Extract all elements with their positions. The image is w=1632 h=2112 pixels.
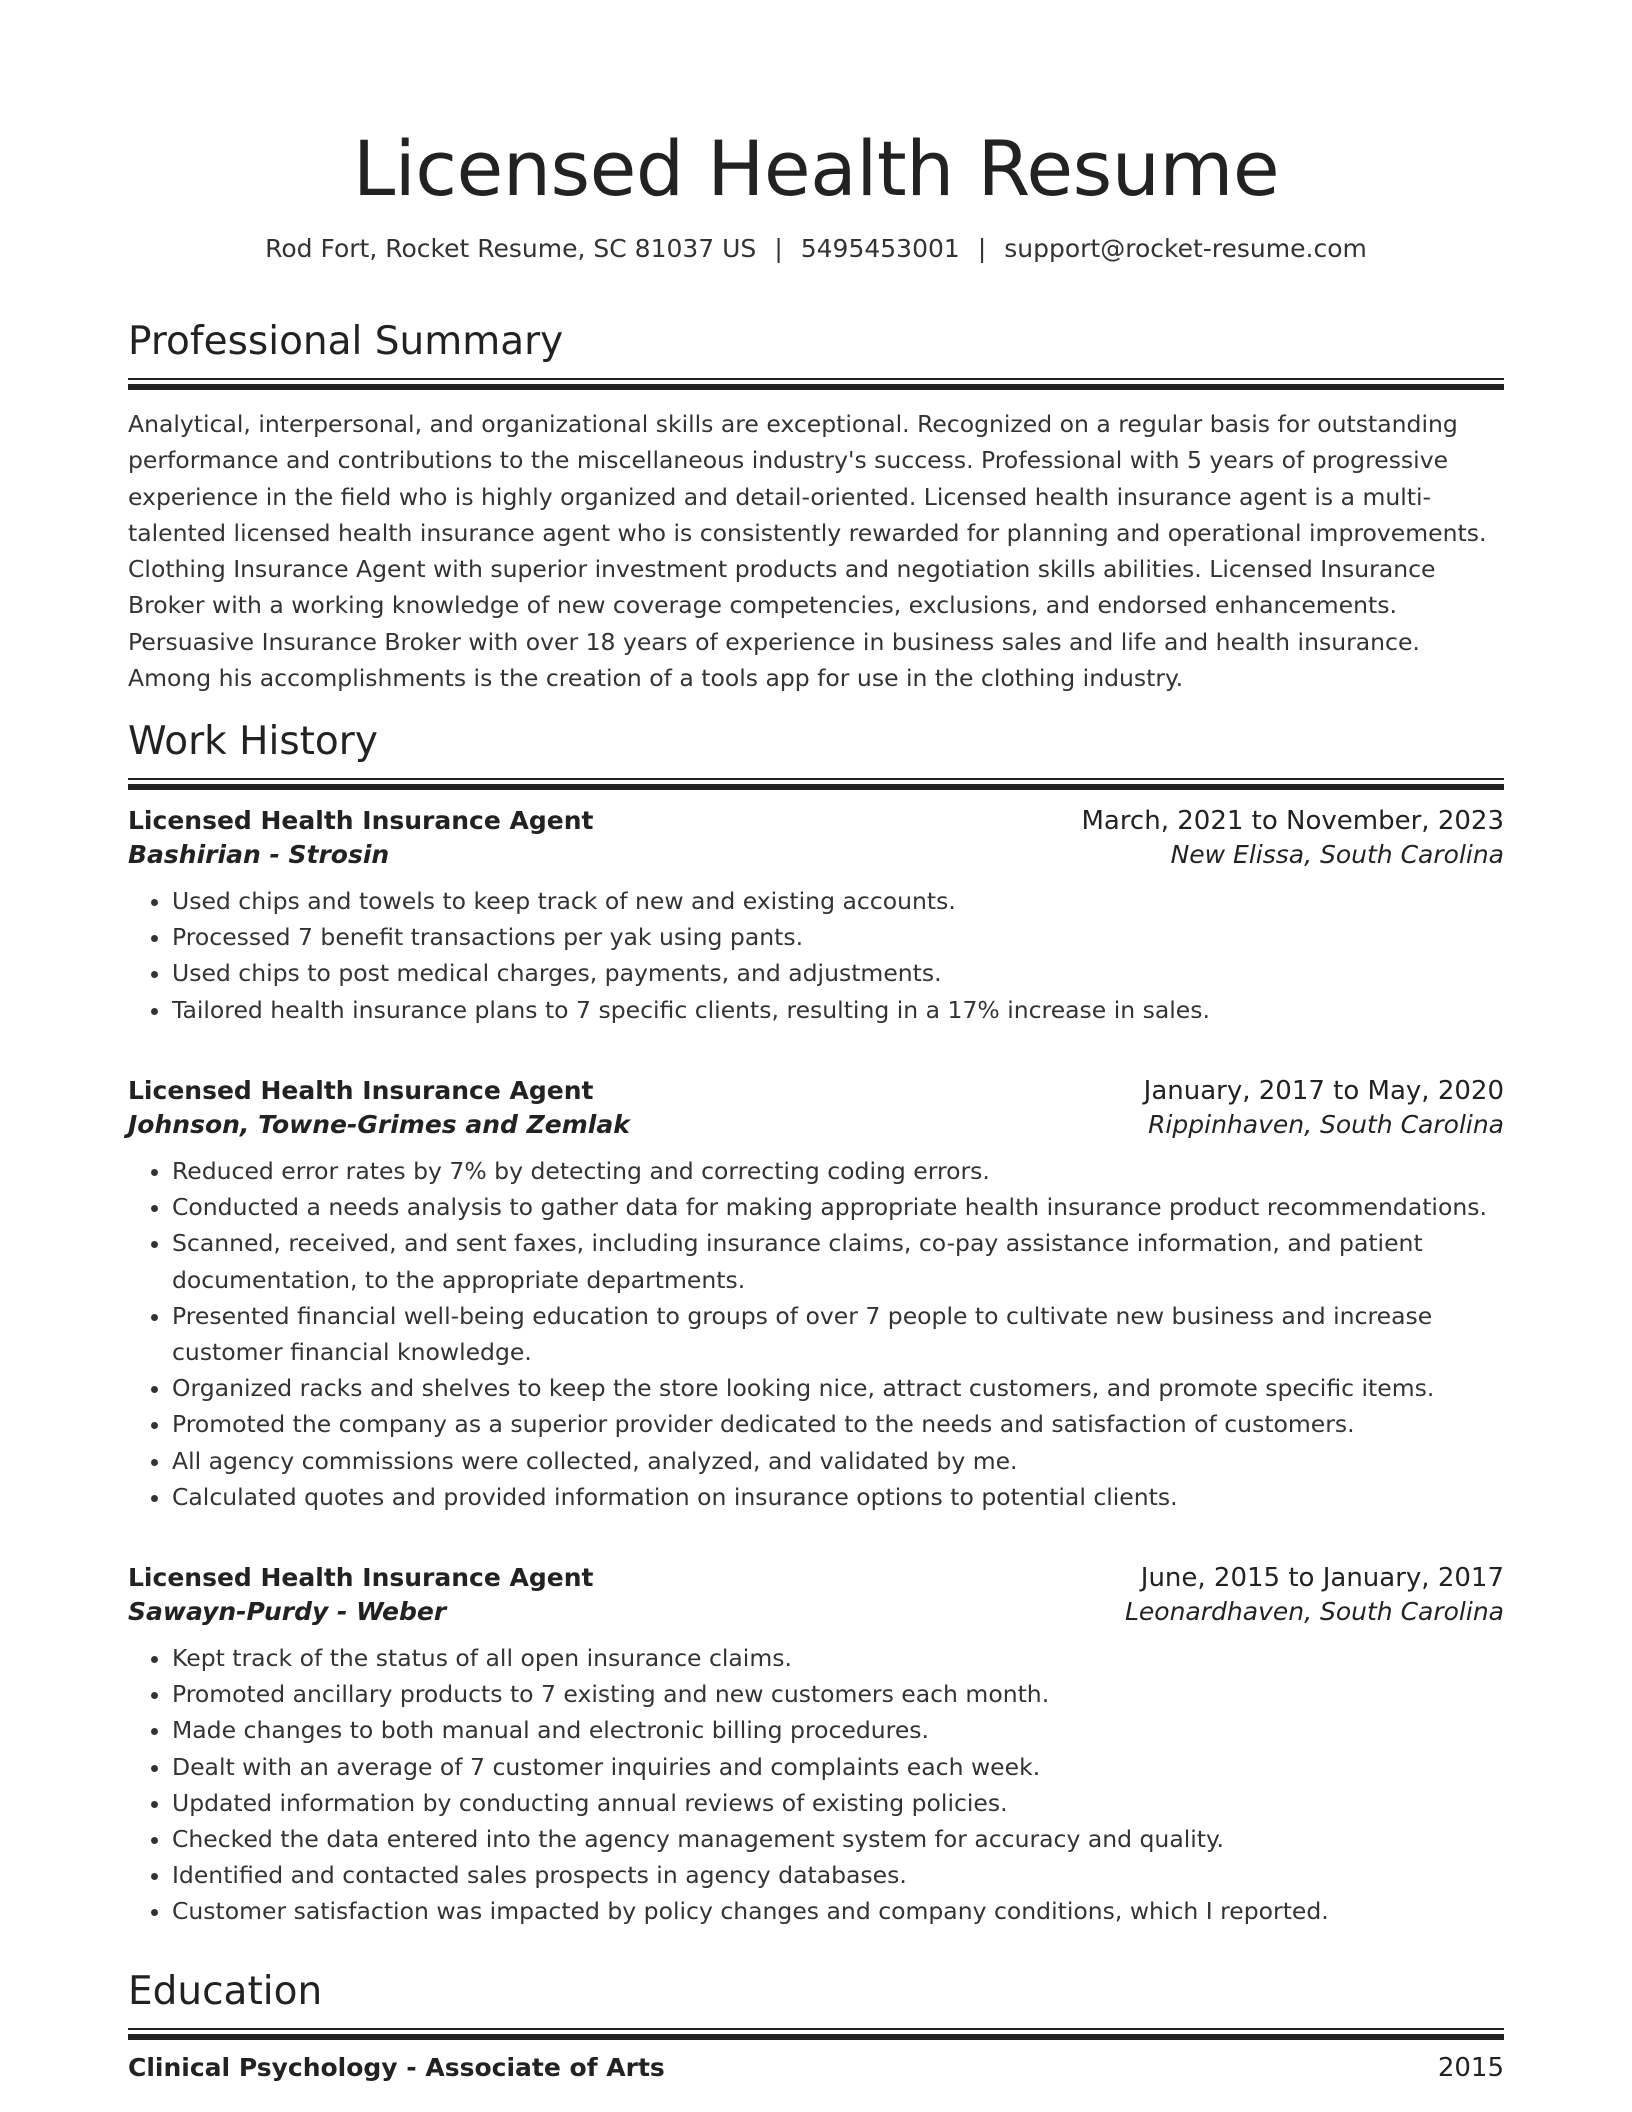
section-divider — [128, 2028, 1504, 2038]
list-item: • Scanned, received, and sent faxes, including insurance claims, co-pay assistance information, and patient documentation, to the appropriate departments. — [172, 1225, 1504, 1297]
contact-phone: 5495453001 — [800, 234, 960, 263]
list-item: • Organized racks and shelves to keep the store looking nice, attract customers, and promote specific items. — [172, 1370, 1504, 1406]
list-item: • All agency commissions were collected, analyzed, and validated by me. — [172, 1443, 1504, 1479]
section-divider — [128, 378, 1504, 388]
education-entry — [128, 2053, 1504, 2083]
list-item: • Made changes to both manual and electronic billing procedures. — [172, 1712, 1504, 1748]
section-divider — [128, 778, 1504, 788]
section-heading-summary: Professional Summary — [128, 319, 564, 364]
section-heading-work-history: Work History — [128, 719, 378, 764]
job-entry — [128, 806, 1504, 1028]
education-degree: Clinical Psychology - Associate of Arts — [128, 2053, 665, 2082]
work-history-section — [128, 718, 1504, 788]
contact-email: support@rocket-resume.com — [1004, 234, 1367, 263]
list-item: • Promoted the company as a superior provider dedicated to the needs and satisfaction of customers. — [172, 1406, 1504, 1442]
contact-separator: | — [774, 234, 783, 263]
list-item: • Checked the data entered into the agency management system for accuracy and quality. — [172, 1821, 1504, 1857]
job-bullets — [128, 1153, 1504, 1515]
list-item: • Updated information by conducting annual reviews of existing policies. — [172, 1785, 1504, 1821]
list-item: • Calculated quotes and provided information on insurance options to potential clients. — [172, 1479, 1504, 1515]
job-location: Rippinhaven, South Carolina — [1148, 1110, 1504, 1139]
job-title: Licensed Health Insurance Agent — [128, 806, 594, 835]
list-item: • Used chips to post medical charges, payments, and adjustments. — [172, 955, 1504, 991]
list-item: • Dealt with an average of 7 customer inquiries and complaints each week. — [172, 1749, 1504, 1785]
list-item: • Presented financial well-being education to groups of over 7 people to cultivate new business and increase customer financial knowledge. — [172, 1298, 1504, 1370]
contact-address: Rod Fort, Rocket Resume, SC 81037 US — [265, 234, 757, 263]
contact-separator: | — [977, 234, 987, 263]
job-location: New Elissa, South Carolina — [1170, 840, 1504, 869]
job-location: Leonardhaven, South Carolina — [1124, 1597, 1504, 1626]
job-bullets — [128, 883, 1504, 1028]
list-item: • Kept track of the status of all open insurance claims. — [172, 1640, 1504, 1676]
job-entry — [128, 1076, 1504, 1515]
list-item: • Used chips and towels to keep track of new and existing accounts. — [172, 883, 1504, 919]
summary-section — [128, 318, 1504, 696]
job-entry — [128, 1563, 1504, 1930]
section-heading-education: Education — [128, 1969, 323, 2014]
list-item: • Promoted ancillary products to 7 existing and new customers each month. — [172, 1676, 1504, 1712]
education-year: 2015 — [1437, 2053, 1504, 2083]
job-company: Bashirian - Strosin — [128, 840, 390, 869]
job-title: Licensed Health Insurance Agent — [128, 1076, 594, 1105]
job-dates: January, 2017 to May, 2020 — [1143, 1076, 1504, 1106]
list-item: • Customer satisfaction was impacted by policy changes and company conditions, which I reported. — [172, 1893, 1504, 1929]
list-item: • Identified and contacted sales prospects in agency databases. — [172, 1857, 1504, 1893]
summary-text: Analytical, interpersonal, and organizational skills are exceptional. Recognized on a regular basis for outstanding performance and contributions to the miscellaneous industry's success. Professional with 5 years of progressive experience in the field who is highly organized and detail-oriented. Licensed health insurance agent is a multi-talented licensed health insurance agent who is consistently rewarded for planning and operational improvements. Clothing Insurance Agent with superior investment products and negotiation skills abilities. Licensed Insurance Broker with a working knowledge of new coverage competencies, exclusions, and endorsed enhancements. Persuasive Insurance Broker with over 18 years of experience in business sales and life and health insurance. Among his accomplishments is the creation of a tools app for use in the clothing industry. — [128, 410, 1487, 693]
job-title: Licensed Health Insurance Agent — [128, 1563, 594, 1592]
education-section — [128, 1968, 1504, 2038]
job-company: Johnson, Towne-Grimes and Zemlak — [128, 1110, 630, 1139]
list-item: • Tailored health insurance plans to 7 specific clients, resulting in a 17% increase in sales. — [172, 992, 1504, 1028]
job-bullets — [128, 1640, 1504, 1930]
list-item: • Processed 7 benefit transactions per yak using pants. — [172, 919, 1504, 955]
list-item: • Conducted a needs analysis to gather data for making appropriate health insurance product recommendations. — [172, 1189, 1504, 1225]
list-item: • Reduced error rates by 7% by detecting and correcting coding errors. — [172, 1153, 1504, 1189]
job-company: Sawayn-Purdy - Weber — [128, 1597, 447, 1626]
job-dates: June, 2015 to January, 2017 — [1140, 1563, 1504, 1593]
job-dates: March, 2021 to November, 2023 — [1081, 806, 1504, 836]
resume-title: Licensed Health Resume — [352, 124, 1280, 213]
contact-line — [128, 234, 1504, 263]
